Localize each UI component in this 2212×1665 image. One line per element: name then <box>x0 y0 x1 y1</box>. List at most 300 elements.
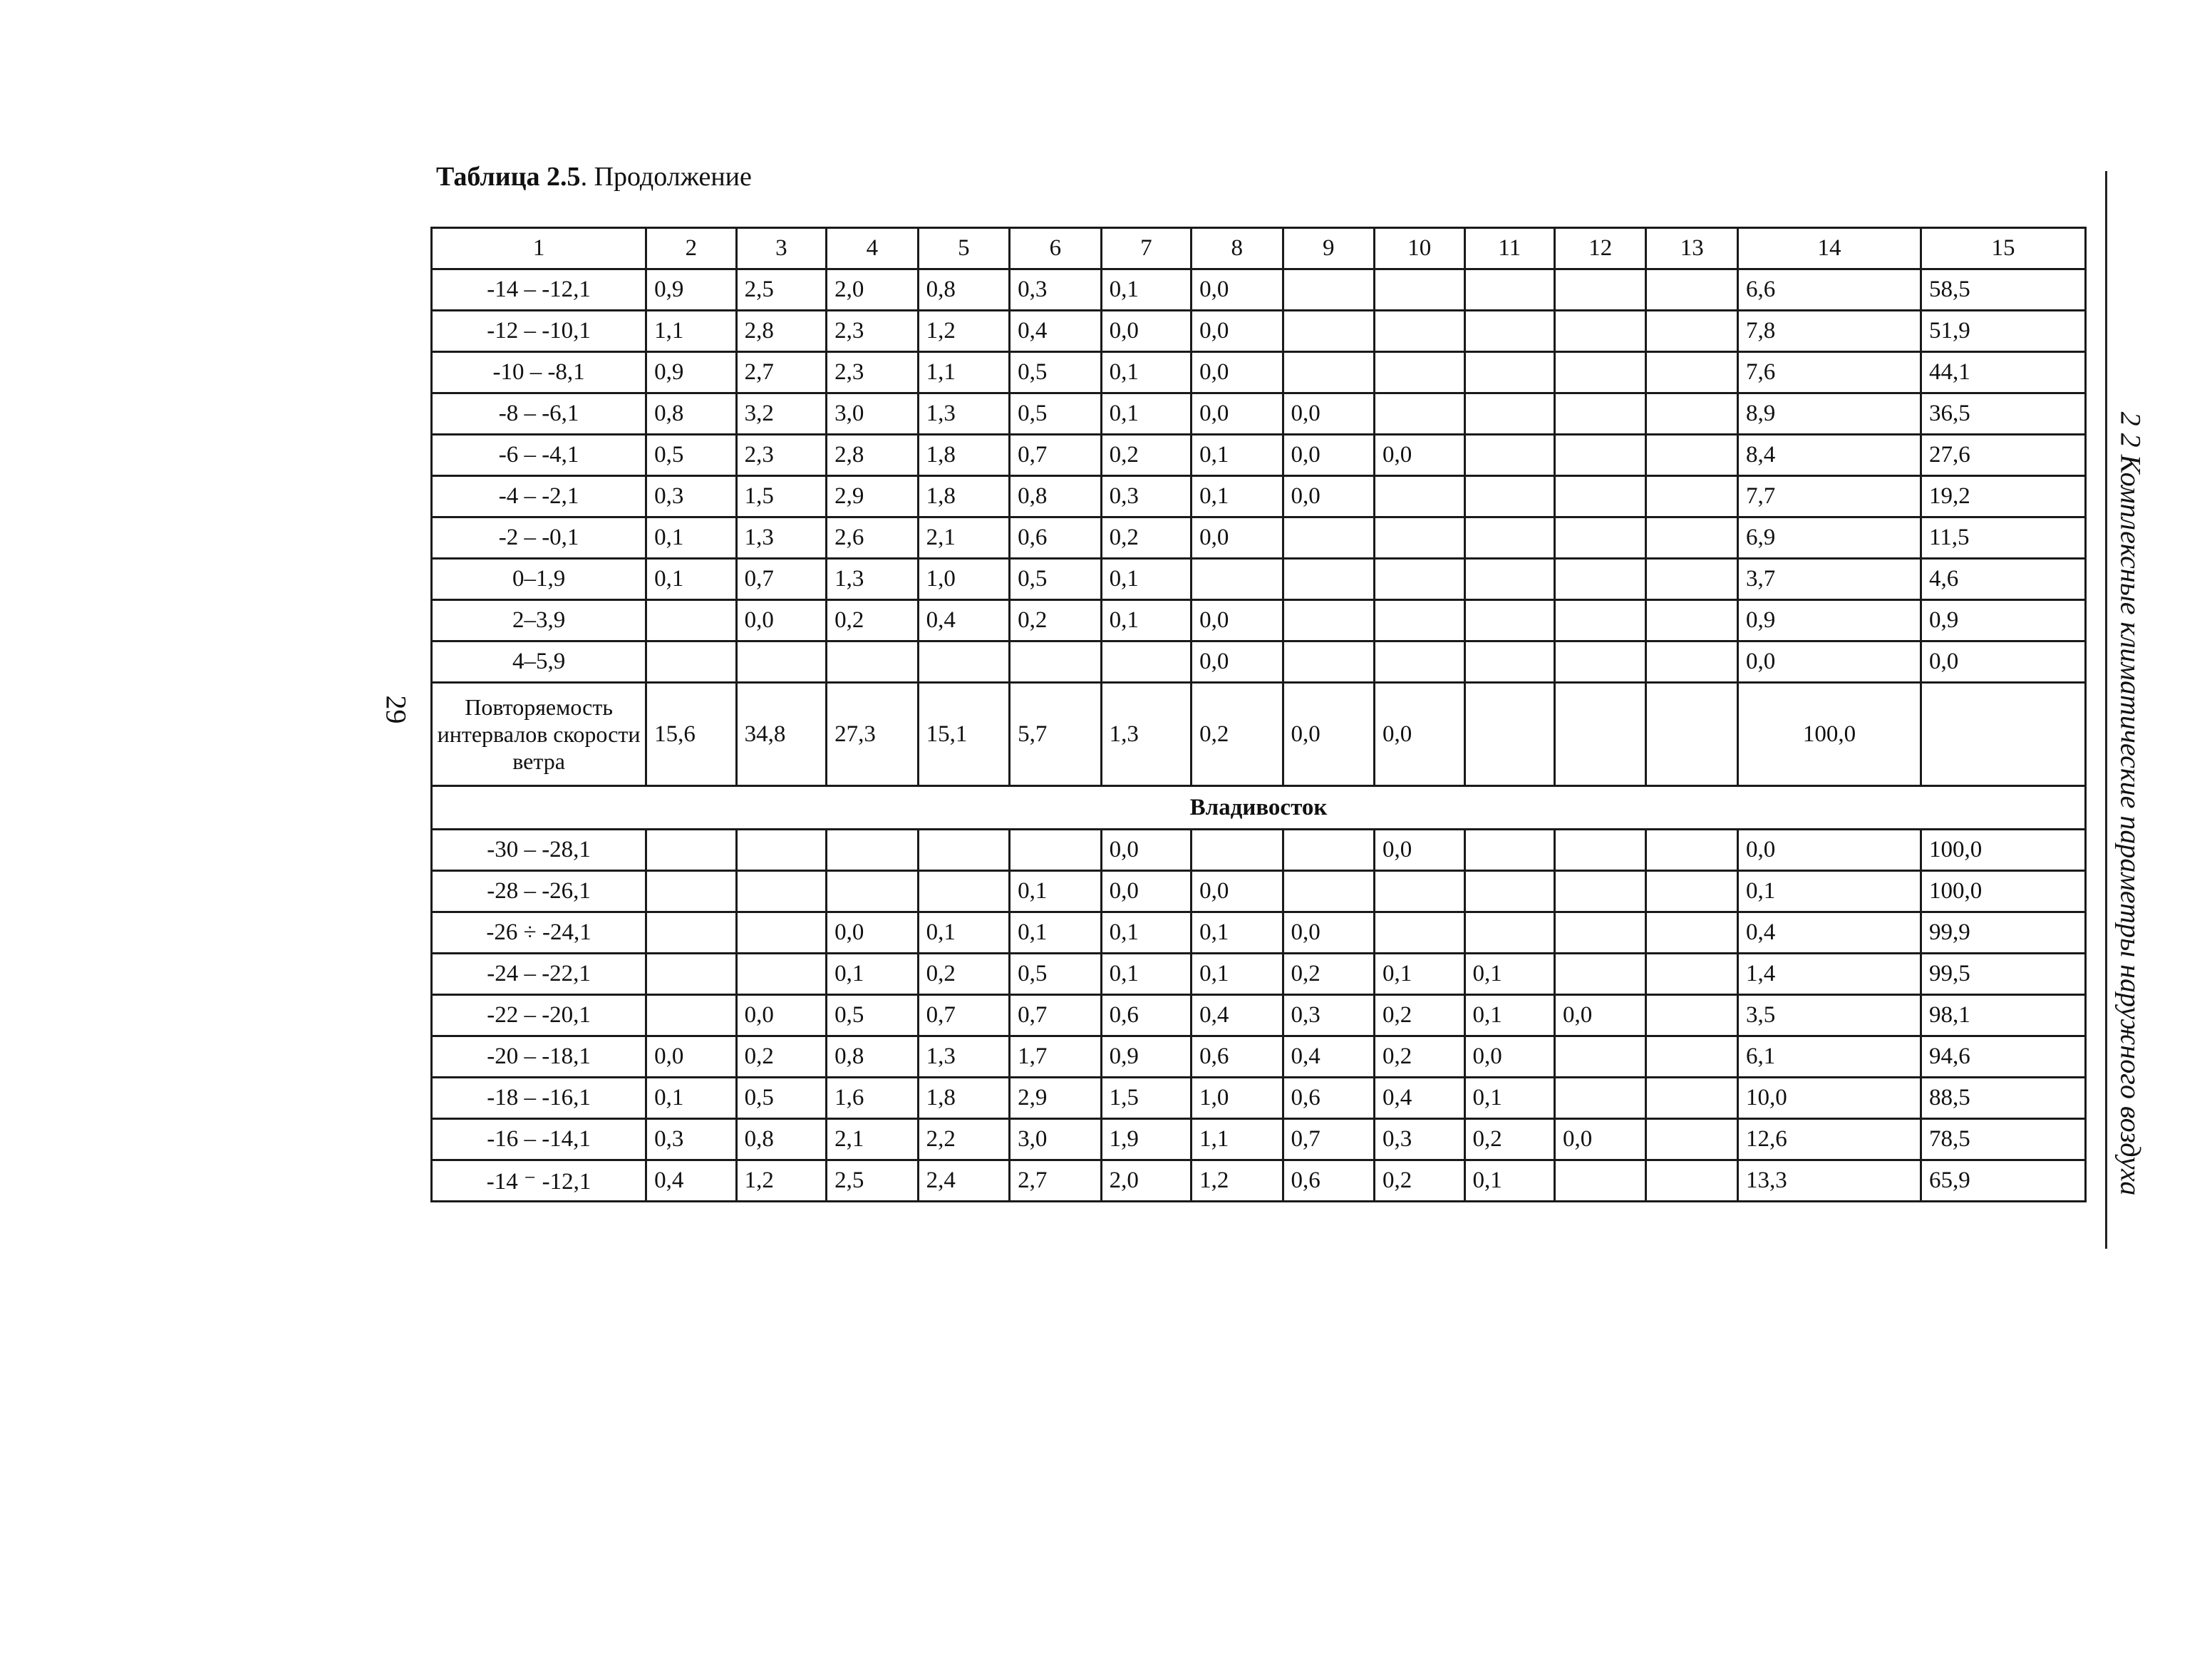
table-cell: 0,7 <box>918 995 1009 1036</box>
table-cell: 6 <box>1010 228 1101 269</box>
table-cell <box>1464 517 1554 559</box>
table-cell: 0,0 <box>1192 269 1283 311</box>
table-cell <box>1283 600 1374 641</box>
table-cell <box>646 871 736 912</box>
table-cell: 0,8 <box>1010 476 1101 517</box>
table-row <box>432 871 2086 912</box>
table-cell: 0,1 <box>1192 954 1283 995</box>
table-cell: 0,1 <box>1192 435 1283 476</box>
table-cell: 2,4 <box>918 1160 1009 1202</box>
table-cell: 2,0 <box>1101 1160 1191 1202</box>
table-cell: 2,2 <box>918 1119 1009 1160</box>
table-row <box>432 393 2086 435</box>
table-cell <box>1646 311 1737 352</box>
table-cell <box>646 830 736 871</box>
table-cell <box>736 912 826 954</box>
table-cell: 0,0 <box>1283 435 1374 476</box>
row-label-cell: -10 – -8,1 <box>432 352 646 393</box>
table-cell: 1,1 <box>918 352 1009 393</box>
table-cell: 1,3 <box>1101 683 1191 786</box>
row-label-cell: -16 – -14,1 <box>432 1119 646 1160</box>
table-cell: 1,3 <box>827 559 918 600</box>
table-cell: 0,5 <box>736 1078 826 1119</box>
table-cell: 0,8 <box>646 393 736 435</box>
table-cell <box>1555 830 1646 871</box>
table-cell: 0,2 <box>1010 600 1101 641</box>
table-cell: 7,8 <box>1737 311 1921 352</box>
row-label-cell: -26 ÷ -24,1 <box>432 912 646 954</box>
table-cell: 0,1 <box>646 517 736 559</box>
table-cell: 0,1 <box>1010 912 1101 954</box>
table-cell <box>1646 435 1737 476</box>
table-row <box>432 476 2086 517</box>
table-cell: 1,0 <box>918 559 1009 600</box>
city-name: Владивосток <box>432 786 2086 830</box>
table-row <box>432 1160 2086 1202</box>
table-cell: 0,3 <box>1375 1119 1464 1160</box>
table-cell <box>1555 393 1646 435</box>
row-label-cell: Повторяемость интервалов скорости ветра <box>432 683 646 786</box>
table-cell: 0,8 <box>736 1119 826 1160</box>
table-cell <box>1646 871 1737 912</box>
table-cell: 5,7 <box>1010 683 1101 786</box>
table-cell: 2,9 <box>1010 1078 1101 1119</box>
table-cell: 6,9 <box>1737 517 1921 559</box>
table-cell: 0,2 <box>736 1036 826 1078</box>
row-label-cell: -14 – -12,1 <box>432 269 646 311</box>
table-cell: 0,1 <box>827 954 918 995</box>
table-cell: 0,2 <box>827 600 918 641</box>
repeatability-row <box>432 683 2086 786</box>
table-row <box>432 641 2086 683</box>
table-cell: 99,9 <box>1921 912 2085 954</box>
table-cell: 0,0 <box>1921 641 2085 683</box>
table-cell <box>1464 683 1554 786</box>
table-cell <box>1555 517 1646 559</box>
table-cell: 0,1 <box>1464 1160 1554 1202</box>
table-cell <box>1555 476 1646 517</box>
table-cell: 0,0 <box>1555 1119 1646 1160</box>
table-cell <box>1375 559 1464 600</box>
table-cell: 27,3 <box>827 683 918 786</box>
table-cell: 1,5 <box>1101 1078 1191 1119</box>
table-cell: 0,3 <box>646 476 736 517</box>
table-cell <box>1464 435 1554 476</box>
table-cell: 13,3 <box>1737 1160 1921 1202</box>
table-cell: 0,0 <box>1192 311 1283 352</box>
row-label-cell: 2–3,9 <box>432 600 646 641</box>
table-cell <box>1646 269 1737 311</box>
row-label-cell: -28 – -26,1 <box>432 871 646 912</box>
table-cell <box>1646 600 1737 641</box>
table-cell <box>1101 641 1191 683</box>
table-cell <box>827 830 918 871</box>
table-cell: 1,1 <box>646 311 736 352</box>
table-cell: 0,1 <box>1375 954 1464 995</box>
table-row <box>432 311 2086 352</box>
table-cell: 3,0 <box>827 393 918 435</box>
table-cell <box>1283 311 1374 352</box>
table-cell: 0,2 <box>1101 517 1191 559</box>
table-cell: 2,7 <box>736 352 826 393</box>
table-cell <box>1555 352 1646 393</box>
table-cell <box>1375 600 1464 641</box>
table-cell <box>1283 517 1374 559</box>
table-cell <box>1192 830 1283 871</box>
table-cell: 15 <box>1921 228 2085 269</box>
table-cell: 36,5 <box>1921 393 2085 435</box>
table-cell <box>1192 559 1283 600</box>
table-cell <box>1283 871 1374 912</box>
table-cell: 0,6 <box>1283 1078 1374 1119</box>
table-cell: 0,0 <box>1192 393 1283 435</box>
table-cell: 1,3 <box>736 517 826 559</box>
table-row <box>432 352 2086 393</box>
table-cell <box>1464 269 1554 311</box>
table-cell <box>1646 393 1737 435</box>
table-cell: 0,1 <box>1192 912 1283 954</box>
table-cell <box>918 830 1009 871</box>
row-label-cell: -18 – -16,1 <box>432 1078 646 1119</box>
table-cell: 0,7 <box>736 559 826 600</box>
table-cell: 0,2 <box>1101 435 1191 476</box>
table-cell: 0,9 <box>1737 600 1921 641</box>
table-cell: 1,7 <box>1010 1036 1101 1078</box>
table-cell: 98,1 <box>1921 995 2085 1036</box>
table-cell: 0,9 <box>1921 600 2085 641</box>
table-cell: 0,8 <box>827 1036 918 1078</box>
row-label-cell: 0–1,9 <box>432 559 646 600</box>
table-cell: 0,2 <box>1192 683 1283 786</box>
table-cell: 0,3 <box>1283 995 1374 1036</box>
table-cell: 99,5 <box>1921 954 2085 995</box>
table-cell: 7,7 <box>1737 476 1921 517</box>
table-cell: 0,1 <box>1101 352 1191 393</box>
table-cell <box>1375 641 1464 683</box>
table-cell: 0,9 <box>646 269 736 311</box>
table-cell: 5 <box>918 228 1009 269</box>
table-cell <box>1646 1036 1737 1078</box>
table-cell: 19,2 <box>1921 476 2085 517</box>
table-cell: 0,0 <box>1192 600 1283 641</box>
table-cell: 0,2 <box>1283 954 1374 995</box>
table-cell: 1,3 <box>918 1036 1009 1078</box>
table-row <box>432 1036 2086 1078</box>
table-cell: 10 <box>1375 228 1464 269</box>
table-cell: 1,4 <box>1737 954 1921 995</box>
data-table <box>430 227 2087 1202</box>
table-cell: 78,5 <box>1921 1119 2085 1160</box>
table-cell: 94,6 <box>1921 1036 2085 1078</box>
table-cell: 88,5 <box>1921 1078 2085 1119</box>
table-cell: 4 <box>827 228 918 269</box>
table-cell: 3,7 <box>1737 559 1921 600</box>
table-cell: 6,1 <box>1737 1036 1921 1078</box>
table-cell: 0,4 <box>1010 311 1101 352</box>
table-cell: 0,2 <box>1464 1119 1554 1160</box>
table-cell: 100,0 <box>1921 871 2085 912</box>
table-cell <box>1646 559 1737 600</box>
table-cell: 0,6 <box>1283 1160 1374 1202</box>
city-row <box>432 786 2086 830</box>
table-cell <box>736 871 826 912</box>
table-cell <box>1375 476 1464 517</box>
table-cell: 0,5 <box>1010 954 1101 995</box>
table-cell: 1,0 <box>1192 1078 1283 1119</box>
table-cell: 65,9 <box>1921 1160 2085 1202</box>
table-cell <box>1555 311 1646 352</box>
table-cell: 0,0 <box>1101 830 1191 871</box>
table-cell: 3 <box>736 228 826 269</box>
table-cell <box>1010 641 1101 683</box>
table-row <box>432 1119 2086 1160</box>
table-cell <box>1464 352 1554 393</box>
table-cell: 27,6 <box>1921 435 2085 476</box>
table-cell: 0,0 <box>1283 393 1374 435</box>
table-cell <box>1646 683 1737 786</box>
table-cell: 1,1 <box>1192 1119 1283 1160</box>
table-cell: 0,1 <box>1101 269 1191 311</box>
table-cell: 0,0 <box>1737 830 1921 871</box>
table-cell <box>1555 683 1646 786</box>
table-cell: 0,8 <box>918 269 1009 311</box>
table-cell: 1,2 <box>736 1160 826 1202</box>
table-cell: 1,8 <box>918 476 1009 517</box>
table-cell: 15,6 <box>646 683 736 786</box>
table-cell: 2,3 <box>827 352 918 393</box>
table-cell <box>1555 1036 1646 1078</box>
table-cell: 0,1 <box>1101 954 1191 995</box>
table-cell: 58,5 <box>1921 269 2085 311</box>
table-cell: 13 <box>1646 228 1737 269</box>
table-cell: 8,9 <box>1737 393 1921 435</box>
table-cell <box>1646 476 1737 517</box>
table-cell <box>736 954 826 995</box>
table-cell: 0,2 <box>1375 995 1464 1036</box>
table-cell <box>1646 1078 1737 1119</box>
table-cell <box>736 830 826 871</box>
table-cell <box>1283 559 1374 600</box>
table-cell <box>646 954 736 995</box>
table-cell: 0,0 <box>1283 683 1374 786</box>
table-cell: 2,5 <box>827 1160 918 1202</box>
table-cell <box>1555 1160 1646 1202</box>
table-cell <box>1555 1078 1646 1119</box>
table-cell: 0,0 <box>1375 683 1464 786</box>
table-caption <box>436 161 752 192</box>
table-cell: 51,9 <box>1921 311 2085 352</box>
table-cell: 3,5 <box>1737 995 1921 1036</box>
table-cell: 0,4 <box>1375 1078 1464 1119</box>
table-cell <box>827 871 918 912</box>
table-cell: 0,0 <box>1101 871 1191 912</box>
table-cell <box>1646 830 1737 871</box>
table-row <box>432 912 2086 954</box>
table-cell <box>1375 311 1464 352</box>
table-cell <box>1375 352 1464 393</box>
table-cell <box>918 641 1009 683</box>
table-cell <box>1646 1119 1737 1160</box>
row-label-cell: -20 – -18,1 <box>432 1036 646 1078</box>
table-cell: 0,0 <box>1283 912 1374 954</box>
table-cell: 2,5 <box>736 269 826 311</box>
table-cell: 0,3 <box>646 1119 736 1160</box>
table-cell <box>1646 517 1737 559</box>
table-cell: 0,5 <box>1010 559 1101 600</box>
table-cell: 15,1 <box>918 683 1009 786</box>
table-cell: 12 <box>1555 228 1646 269</box>
table-cell: 0,1 <box>646 1078 736 1119</box>
table-cell <box>1555 912 1646 954</box>
table-cell: 0,0 <box>1192 352 1283 393</box>
table-cell: 10,0 <box>1737 1078 1921 1119</box>
table-cell: 2,8 <box>736 311 826 352</box>
table-cell: 34,8 <box>736 683 826 786</box>
table-cell: 0,0 <box>1192 641 1283 683</box>
table-cell: 0,0 <box>1464 1036 1554 1078</box>
row-label-cell: 4–5,9 <box>432 641 646 683</box>
table-cell: 0,0 <box>1375 435 1464 476</box>
table-cell: 44,1 <box>1921 352 2085 393</box>
table-cell: 0,2 <box>1375 1160 1464 1202</box>
table-cell: 8,4 <box>1737 435 1921 476</box>
table-cell <box>1464 476 1554 517</box>
table-cell <box>1464 393 1554 435</box>
table-cell: 8 <box>1192 228 1283 269</box>
table-cell <box>1555 269 1646 311</box>
table-cell <box>827 641 918 683</box>
table-cell: 2,1 <box>918 517 1009 559</box>
table-cell: 0,6 <box>1010 517 1101 559</box>
table-cell <box>1555 600 1646 641</box>
row-label-cell: -14 ⁻ -12,1 <box>432 1160 646 1202</box>
table-cell: 1,6 <box>827 1078 918 1119</box>
table-cell: 1,8 <box>918 1078 1009 1119</box>
table-cell: 0,0 <box>1555 995 1646 1036</box>
table-cell: 0,1 <box>1464 1078 1554 1119</box>
table-cell: 0,4 <box>918 600 1009 641</box>
table-cell: 1,2 <box>918 311 1009 352</box>
table-cell: 0,1 <box>1464 995 1554 1036</box>
table-cell: 0,9 <box>1101 1036 1191 1078</box>
table-cell <box>646 995 736 1036</box>
table-cell <box>1464 641 1554 683</box>
table-cell <box>1375 517 1464 559</box>
table-cell: 0,0 <box>1375 830 1464 871</box>
table-cell: 14 <box>1737 228 1921 269</box>
caption-continuation: . Продолжение <box>580 162 752 192</box>
table-cell: 0,0 <box>736 600 826 641</box>
table-cell: 0,0 <box>736 995 826 1036</box>
header-row <box>432 228 2086 269</box>
table-cell <box>918 871 1009 912</box>
table-cell: 1,5 <box>736 476 826 517</box>
side-rule <box>2105 171 2107 1249</box>
table-cell <box>646 600 736 641</box>
table-cell: 0,3 <box>1101 476 1191 517</box>
table-cell: 0,1 <box>1101 393 1191 435</box>
table-cell <box>1464 600 1554 641</box>
table-cell <box>1375 912 1464 954</box>
table-cell: 0,2 <box>918 954 1009 995</box>
table-row <box>432 269 2086 311</box>
row-label-cell: -22 – -20,1 <box>432 995 646 1036</box>
table-cell <box>1646 912 1737 954</box>
table-cell <box>1646 1160 1737 1202</box>
table-cell <box>646 912 736 954</box>
table-cell: 0,0 <box>1737 641 1921 683</box>
row-label-cell: -12 – -10,1 <box>432 311 646 352</box>
table-cell <box>1375 871 1464 912</box>
table-cell: 2,7 <box>1010 1160 1101 1202</box>
table-row <box>432 517 2086 559</box>
table-cell: 0,1 <box>1101 559 1191 600</box>
table-cell: 100,0 <box>1737 683 1921 786</box>
table-cell: 0,5 <box>827 995 918 1036</box>
table-cell: 0,4 <box>1737 912 1921 954</box>
table-cell: 0,4 <box>1283 1036 1374 1078</box>
table-row <box>432 954 2086 995</box>
table-cell: 1,8 <box>918 435 1009 476</box>
table-cell: 3,0 <box>1010 1119 1101 1160</box>
row-label-cell: -2 – -0,1 <box>432 517 646 559</box>
table-cell <box>1010 830 1101 871</box>
table-cell: 2,0 <box>827 269 918 311</box>
table-cell: 0,1 <box>1464 954 1554 995</box>
table-cell: 0,2 <box>1375 1036 1464 1078</box>
table-cell <box>1646 954 1737 995</box>
table-cell: 0,0 <box>827 912 918 954</box>
row-label-cell: -6 – -4,1 <box>432 435 646 476</box>
table-cell: 0,1 <box>1192 476 1283 517</box>
table-cell: 0,1 <box>918 912 1009 954</box>
table-cell: 0,1 <box>1737 871 1921 912</box>
table-cell: 12,6 <box>1737 1119 1921 1160</box>
table-cell: 0,0 <box>1283 476 1374 517</box>
table-cell: 4,6 <box>1921 559 2085 600</box>
table-cell <box>1464 871 1554 912</box>
table-cell <box>1283 352 1374 393</box>
table-cell: 0,6 <box>1101 995 1191 1036</box>
table-cell: 0,0 <box>1192 871 1283 912</box>
table-cell: 0,1 <box>1010 871 1101 912</box>
table-cell <box>1375 393 1464 435</box>
table-cell <box>1921 683 2085 786</box>
table-cell: 0,3 <box>1010 269 1101 311</box>
table-cell <box>1283 830 1374 871</box>
table-cell <box>1646 641 1737 683</box>
table-cell <box>1555 871 1646 912</box>
table-cell: 2,8 <box>827 435 918 476</box>
table-cell <box>1283 269 1374 311</box>
table-cell: 6,6 <box>1737 269 1921 311</box>
table-cell: 0,4 <box>646 1160 736 1202</box>
table-cell: 7 <box>1101 228 1191 269</box>
table-cell <box>1555 954 1646 995</box>
table-row <box>432 1078 2086 1119</box>
table-cell: 0,0 <box>646 1036 736 1078</box>
table-cell: 0,7 <box>1010 435 1101 476</box>
row-label-cell: -30 – -28,1 <box>432 830 646 871</box>
table-cell: 2 <box>646 228 736 269</box>
table-cell: 2,1 <box>827 1119 918 1160</box>
table-cell: 0,1 <box>1101 600 1191 641</box>
table-cell: 0,5 <box>1010 393 1101 435</box>
table-cell <box>1646 995 1737 1036</box>
table-cell: 1,9 <box>1101 1119 1191 1160</box>
table-cell: 0,7 <box>1283 1119 1374 1160</box>
table-row <box>432 830 2086 871</box>
